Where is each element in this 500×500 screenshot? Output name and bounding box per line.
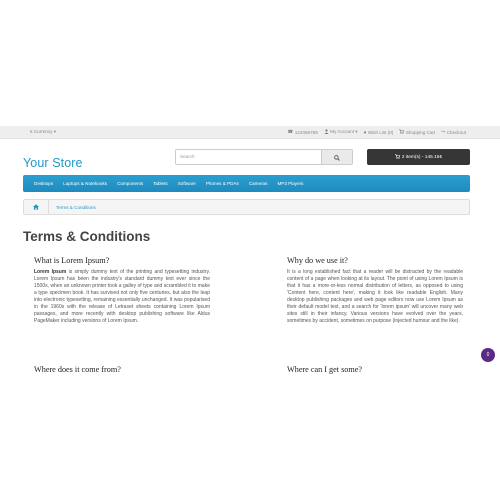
lead-text: Lorem Ipsum <box>34 269 67 275</box>
section-body: It is a long established fact that a reader will be distracted by the readable content of a page when looking at its layout. The point of using Lorem Ipsum is that it has a more-or-less normal distribution of letters, as opposed to using 'Content here, content here', making it look like readable English. Many desktop publishing packages and web page editors now use Lorem Ipsum as their default model text, and a search for 'lorem ipsum' will uncover many web sites still in their infancy. Various versions have evolved over the years, sometimes by accident, sometimes on purpose (injected humour and the like). <box>287 269 463 325</box>
cart-icon <box>399 129 404 135</box>
search-button[interactable] <box>321 150 352 164</box>
section-heading: Why do we use it? <box>287 256 348 265</box>
search-box <box>175 149 353 165</box>
top-bar <box>0 126 500 139</box>
menu-item-desktops[interactable]: Desktops <box>34 181 54 186</box>
section-heading: What is Lorem Ipsum? <box>34 256 110 265</box>
menu-item-phones[interactable]: Phones & PDAs <box>205 181 239 186</box>
checkout-text: Checkout <box>446 129 466 135</box>
section-where-from <box>34 365 210 378</box>
phone-icon: ☎ <box>287 129 294 134</box>
my-account-link[interactable] <box>324 129 358 135</box>
top-links <box>288 129 466 135</box>
cart-summary: 2 item(s) - 145.15€ <box>401 154 443 160</box>
menu-item-components[interactable]: Components <box>117 181 144 186</box>
shopping-cart-text: Shopping Cart <box>405 129 436 135</box>
share-icon: ↪ <box>441 129 446 134</box>
checkout-link[interactable] <box>441 129 466 135</box>
user-icon <box>324 129 329 135</box>
chat-badge[interactable]: 0 <box>481 348 495 362</box>
section-why-use <box>287 256 463 325</box>
store-logo[interactable]: Your Store <box>23 156 83 170</box>
search-icon <box>334 148 340 166</box>
phone-text: 123456789 <box>294 129 318 135</box>
section-body <box>34 269 210 325</box>
section-heading: Where does it come from? <box>34 365 121 374</box>
wish-list-text: Wish List (0) <box>367 129 394 135</box>
menu-item-mp3-players[interactable]: MP3 Players <box>277 181 304 186</box>
my-account-text: My Account ▾ <box>330 129 358 134</box>
shopping-cart-link[interactable] <box>399 129 435 135</box>
page-title: Terms & Conditions <box>23 229 151 244</box>
phone-link[interactable] <box>288 129 318 135</box>
section-where-get <box>287 365 463 378</box>
heart-icon: ♥ <box>363 129 367 135</box>
search-input[interactable]: Search <box>180 154 195 159</box>
currency-dropdown[interactable]: € Currency ▾ <box>30 129 57 134</box>
cart-button[interactable] <box>367 149 470 165</box>
menu-item-laptops[interactable]: Laptops & Notebooks <box>63 181 108 186</box>
menu-item-software[interactable]: Software <box>177 181 196 186</box>
home-icon <box>33 204 39 211</box>
body-text: is simply dummy text of the printing and typesetting industry. Lorem Ipsum has been the industry's standard dummy text ever since the 1500s, when an unknown printer took a galley of type and scrambled it to make a type specimen book. It has survived not only five centuries, but also the leap into electronic typesetting, remaining essentially unchanged. It was popularised in the 1960s with the release of Letraset sheets containing Lorem Ipsum passages, and more recently with desktop publishing software like Aldus PageMaker including versions of Lorem Ipsum. <box>34 269 210 325</box>
section-what-is <box>34 256 210 325</box>
main-menu <box>23 175 470 192</box>
menu-item-cameras[interactable]: Cameras <box>248 181 268 186</box>
cart-icon <box>395 154 400 161</box>
wish-list-link[interactable] <box>364 129 394 135</box>
breadcrumb-current[interactable]: Terms & Conditions <box>56 204 96 210</box>
section-heading: Where can I get some? <box>287 365 363 374</box>
breadcrumb <box>23 199 470 215</box>
breadcrumb-home[interactable] <box>24 204 48 211</box>
menu-item-tablets[interactable]: Tablets <box>153 181 168 186</box>
